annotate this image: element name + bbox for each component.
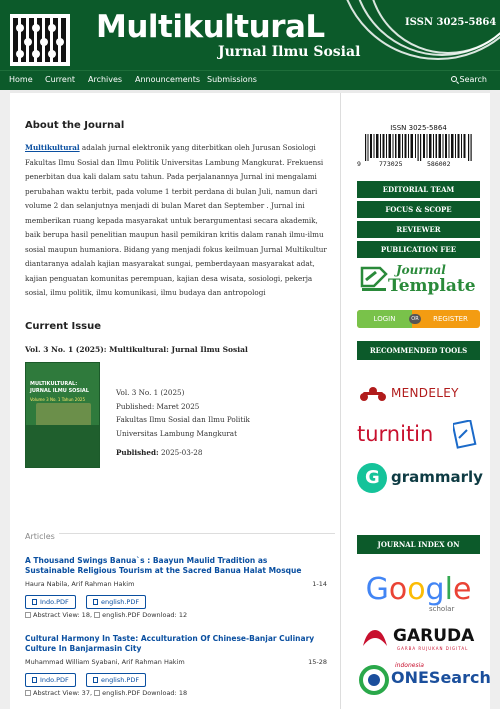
mendeley-icon <box>359 383 387 403</box>
file-pdf-icon <box>93 677 98 683</box>
about-text <box>25 141 335 301</box>
issue-meta-line: Fakultas Ilmu Sosial dan Ilmu Politik <box>116 415 250 424</box>
barcode-digit: 586002 <box>427 160 451 168</box>
nav-announcements[interactable]: Announcements <box>135 75 201 84</box>
column-divider <box>340 93 341 709</box>
turnitin-link[interactable] <box>357 418 480 454</box>
published-label: Published: <box>116 448 159 457</box>
journal-name-link[interactable]: Multikultural <box>25 143 80 152</box>
galley-label: english.PDF <box>101 598 140 606</box>
galley-indo-pdf-button[interactable] <box>25 673 76 687</box>
or-separator: OR <box>409 314 421 324</box>
file-pdf-icon <box>93 599 98 605</box>
articles-divider <box>25 533 335 534</box>
google-letter: e <box>452 572 472 607</box>
nav-archives[interactable]: Archives <box>88 75 123 84</box>
broken-image-icon <box>94 612 100 618</box>
articles-heading: Articles <box>25 532 59 541</box>
journal-template-word1: Journal <box>396 263 446 277</box>
garuda-link[interactable] <box>357 624 480 654</box>
issue-published <box>116 448 202 457</box>
google-wordmark <box>366 572 472 607</box>
onesearch-icon <box>359 664 389 696</box>
article-authors: Muhammad William Syabani, Arif Rahman Hakim <box>25 658 185 666</box>
login-button[interactable]: LOGIN <box>357 310 412 328</box>
garuda-icon <box>361 626 389 650</box>
focus-scope-button[interactable]: FOCUS & SCOPE <box>357 201 480 218</box>
article-stats <box>25 611 187 619</box>
barcode-icon <box>365 134 472 161</box>
issue-meta-line: Published: Maret 2025 <box>116 401 200 411</box>
recommended-tools-heading: RECOMMENDED TOOLS <box>357 341 480 360</box>
garuda-sub-label: GARBA RUJUKAN DIGITAL <box>397 646 469 651</box>
published-date: 2025-03-28 <box>160 448 203 457</box>
journal-template-icon <box>360 264 388 294</box>
google-label <box>357 574 480 606</box>
onesearch-prefix: indonesia <box>395 662 424 669</box>
google-letter: G <box>365 572 389 607</box>
article-stats <box>25 689 187 697</box>
frame-right <box>490 90 500 709</box>
mendeley-link[interactable] <box>357 380 480 406</box>
article-pages: 1-14 <box>312 580 327 588</box>
about-heading: About the Journal <box>25 120 125 131</box>
publication-fee-button[interactable]: PUBLICATION FEE <box>357 241 480 258</box>
broken-image-icon <box>94 690 100 696</box>
issue-title-link[interactable]: Vol. 3 No. 1 (2025): Multikultural: Jurnal Ilmu Sosial <box>25 345 248 354</box>
turnitin-icon <box>453 420 479 450</box>
grammarly-link[interactable] <box>357 462 483 494</box>
journal-template-word2: Template <box>388 276 476 296</box>
header-issn: ISSN 3025-5864 <box>405 17 497 28</box>
grammarly-label: grammarly <box>391 468 483 486</box>
file-pdf-icon <box>32 599 37 605</box>
frame-left <box>0 90 10 709</box>
article-pages: 15-28 <box>308 658 327 666</box>
reviewer-button[interactable]: REVIEWER <box>357 221 480 238</box>
issue-meta-line: Universitas Lambung Mangkurat <box>116 428 237 438</box>
article-authors: Haura Nabila, Arif Rahman Hakim <box>25 580 135 588</box>
scholar-label: scholar <box>429 605 455 613</box>
google-letter: o <box>407 572 426 607</box>
site-header <box>0 0 500 70</box>
frame-top <box>0 90 500 93</box>
galley-english-pdf-button[interactable] <box>86 595 146 609</box>
nav-current[interactable]: Current <box>45 75 76 84</box>
file-pdf-icon <box>32 677 37 683</box>
onesearch-label: ONESearch <box>391 668 491 687</box>
nav-submissions[interactable]: Submissions <box>207 75 257 84</box>
google-letter: l <box>444 572 453 607</box>
site-brand-subtitle: Jurnal Ilmu Sosial <box>218 44 361 60</box>
mendeley-label: MENDELEY <box>391 386 459 400</box>
article-title-link[interactable]: A Thousand Swings Banua`s : Baayun Maulid Tradition as Sustainable Religious Tourism at the Sacred Banua Halat Mosque <box>25 556 302 575</box>
onesearch-link[interactable] <box>357 662 491 702</box>
cover-band <box>26 425 100 468</box>
issue-meta <box>116 386 250 440</box>
galley-indo-pdf-button[interactable] <box>25 595 76 609</box>
main-nav <box>0 70 500 90</box>
login-register-bar <box>357 310 480 328</box>
stats-abstract: Abstract View: 18, <box>33 611 93 619</box>
turnitin-label: turnitin <box>357 422 434 446</box>
stats-download: english.PDF Download: 12 <box>102 611 188 619</box>
journal-index-heading: JOURNAL INDEX ON <box>357 535 480 554</box>
grammarly-icon: G <box>357 463 387 493</box>
site-brand-title[interactable]: MultikulturaL <box>96 9 325 45</box>
nav-home[interactable]: Home <box>9 75 33 84</box>
about-body: adalah jurnal elektronik yang diterbitkan oleh Jurusan Sosiologi Fakultas Ilmu Sosial dan Ilmu Politik Universitas Lambung Mangkurat. Frekuensi penerbitan dua kali dalam satu tahun. Pada perjalanannya Jurnal ini mengalami perubahan waktu terbit, pada volume 1 terbit perdana di bulan Juli, namun dari volume 2 dan selanjutnya menjadi di bulan Maret dan September . Jurnal ini memberikan ruang kepada masyarakat untuk berargumentasi secara akademik, baik berupa hasil penelitian maupun hasil pemikiran kritis dalam ranah ilmu-ilmu sosial maupun humaniora. Bidang yang menjadi fokus keilmuan Jurnal Multikultur diantaranya adalah kajian masyarakat sungai, pemberdayaan masyarakat adat, kajian penguatan komunitas perempuan, kajian desa wisata, sosiologi, pekerja sosial, ilmu politik, ilmu komunikasi, ilmu budaya dan antropologi <box>25 143 327 297</box>
issue-cover-image[interactable] <box>25 362 100 468</box>
barcode-digit: 9 <box>357 160 361 168</box>
garuda-label: GARUDA <box>393 626 475 646</box>
search-icon <box>451 76 457 82</box>
broken-image-icon <box>25 690 31 696</box>
cover-title: MULTIKULTURAL: JURNAL ILMU SOSIAL <box>30 381 89 394</box>
nav-search[interactable] <box>451 75 487 84</box>
stats-abstract: Abstract View: 37, <box>33 689 93 697</box>
galley-label: english.PDF <box>101 676 140 684</box>
google-scholar-link[interactable] <box>357 574 480 618</box>
register-button[interactable]: REGISTER <box>433 315 468 323</box>
barcode-issn-label: ISSN 3025-5864 <box>390 124 447 132</box>
stats-download: english.PDF Download: 18 <box>102 689 188 697</box>
issue-meta-line: Vol. 3 No. 1 (2025) <box>116 388 185 397</box>
galley-label: Indo.PDF <box>40 676 69 684</box>
journal-logo-icon[interactable] <box>10 14 70 66</box>
broken-image-icon <box>25 612 31 618</box>
cover-subtitle: Volume 3 No. 1 Tahun 2025 <box>30 397 85 402</box>
issn-barcode <box>357 124 480 172</box>
journal-template-logo[interactable] <box>358 262 478 300</box>
galley-english-pdf-button[interactable] <box>86 673 146 687</box>
google-letter: o <box>388 572 408 607</box>
galley-label: Indo.PDF <box>40 598 69 606</box>
editorial-team-button[interactable]: EDITORIAL TEAM <box>357 181 480 198</box>
current-issue-heading: Current Issue <box>25 321 102 332</box>
google-letter: g <box>425 572 445 607</box>
article-title-link[interactable]: Cultural Harmony In Taste: Acculturation Of Chinese-Banjar Culinary Culture In Banjarmasin City <box>25 634 315 653</box>
nav-search-label: Search <box>459 75 487 84</box>
barcode-digit: 773025 <box>379 160 403 168</box>
